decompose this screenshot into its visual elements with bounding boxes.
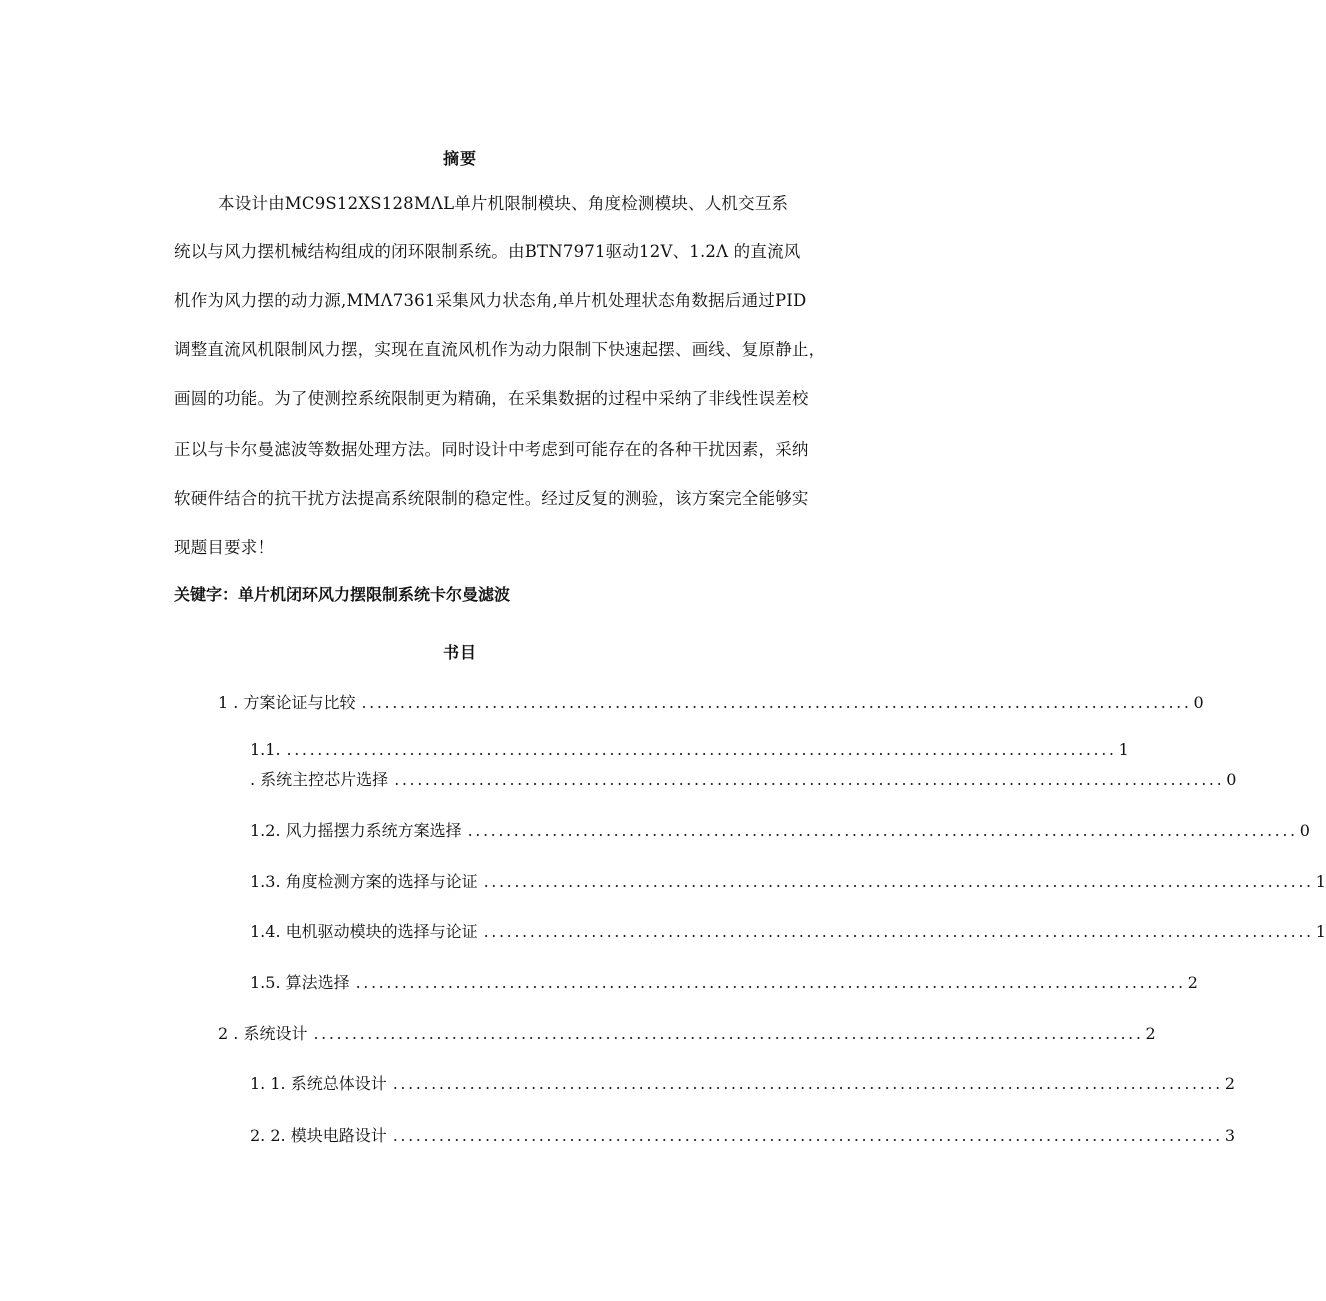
- toc-entry-page: 0: [1299, 821, 1310, 840]
- toc-entry[interactable]: [250, 1123, 1235, 1146]
- toc-entry[interactable]: [250, 919, 1326, 942]
- abstract-title: 摘要: [442, 149, 477, 168]
- toc-title: 书目: [442, 643, 477, 662]
- toc-entry-page: 0: [1226, 770, 1237, 789]
- toc-entry-page: 1: [1315, 872, 1326, 891]
- keywords: 关键字：单片机闭环风力摆限制系统卡尔曼滤波: [174, 585, 511, 604]
- toc-entry-page: 3: [1224, 1126, 1235, 1145]
- toc-entry-label: 2. 2. 模块电路设计: [250, 1126, 387, 1145]
- abstract-line: 软硬件结合的抗干扰方法提高系统限制的稳定性。经过反复的测验，该方案完全能够实: [174, 489, 809, 508]
- toc-entry-page: 2: [1224, 1074, 1235, 1093]
- abstract-line: 机作为风力摆的动力源,MMΛ7361采集风力状态角,单片机处理状态角数据后通过PID: [174, 291, 807, 310]
- toc-entry[interactable]: [250, 818, 1310, 841]
- toc-leader: ............................................................................................................: [355, 973, 1186, 992]
- toc-leader: ............................................................................................................: [313, 1024, 1144, 1043]
- toc-entry-label: 1.2. 风力摇摆力系统方案选择: [250, 821, 462, 840]
- toc-entry-label: . 系统主控芯片选择: [250, 770, 389, 789]
- abstract-line: 调整直流风机限制风力摆，实现在直流风机作为动力限制下快速起摆、画线、复原静止，: [174, 340, 826, 359]
- toc-entry-label: 1.1.: [250, 740, 281, 759]
- abstract-line: 现题目要求！: [174, 538, 275, 557]
- toc-entry-label: 2 . 系统设计: [218, 1024, 308, 1043]
- toc-entry[interactable]: [250, 767, 1237, 790]
- toc-entry[interactable]: [218, 690, 1204, 713]
- toc-leader: ............................................................................................................: [392, 1074, 1223, 1093]
- toc-entry-label: 1.4. 电机驱动模块的选择与论证: [250, 922, 478, 941]
- toc-leader: ............................................................................................................: [361, 693, 1192, 712]
- toc-leader: ............................................................................................................: [286, 740, 1117, 759]
- toc-entry[interactable]: [218, 1021, 1156, 1044]
- toc-leader: ............................................................................................................: [483, 872, 1314, 891]
- toc-entry-label: 1. 1. 系统总体设计: [250, 1074, 387, 1093]
- toc-entry-page: 1: [1315, 922, 1326, 941]
- toc-leader: ............................................................................................................: [392, 1126, 1223, 1145]
- toc-leader: ............................................................................................................: [483, 922, 1314, 941]
- toc-leader: ............................................................................................................: [467, 821, 1298, 840]
- toc-entry[interactable]: [250, 970, 1198, 993]
- toc-entry-page: 0: [1193, 693, 1204, 712]
- abstract-line: 正以与卡尔曼滤波等数据处理方法。同时设计中考虑到可能存在的各种干扰因素，采纳: [174, 440, 809, 459]
- abstract-line: 画圆的功能。为了使测控系统限制更为精确，在采集数据的过程中采纳了非线性误差校: [174, 389, 809, 408]
- toc-entry-page: 1: [1118, 740, 1129, 759]
- toc-entry[interactable]: [250, 1071, 1235, 1094]
- toc-entry-label: 1 . 方案论证与比较: [218, 693, 356, 712]
- toc-entry-page: 2: [1187, 973, 1198, 992]
- toc-entry-label: 1.5. 算法选择: [250, 973, 350, 992]
- toc-entry[interactable]: [250, 869, 1326, 892]
- toc-entry[interactable]: [250, 740, 1129, 759]
- toc-entry-page: 2: [1145, 1024, 1156, 1043]
- abstract-line: 本设计由MC9S12XS128MΛL单片机限制模块、角度检测模块、人机交互系: [218, 194, 789, 213]
- toc-leader: ............................................................................................................: [394, 770, 1225, 789]
- abstract-line: 统以与风力摆机械结构组成的闭环限制系统。由BTN7971驱动12V、1.2Λ 的直流风: [174, 242, 801, 261]
- toc-entry-label: 1.3. 角度检测方案的选择与论证: [250, 872, 478, 891]
